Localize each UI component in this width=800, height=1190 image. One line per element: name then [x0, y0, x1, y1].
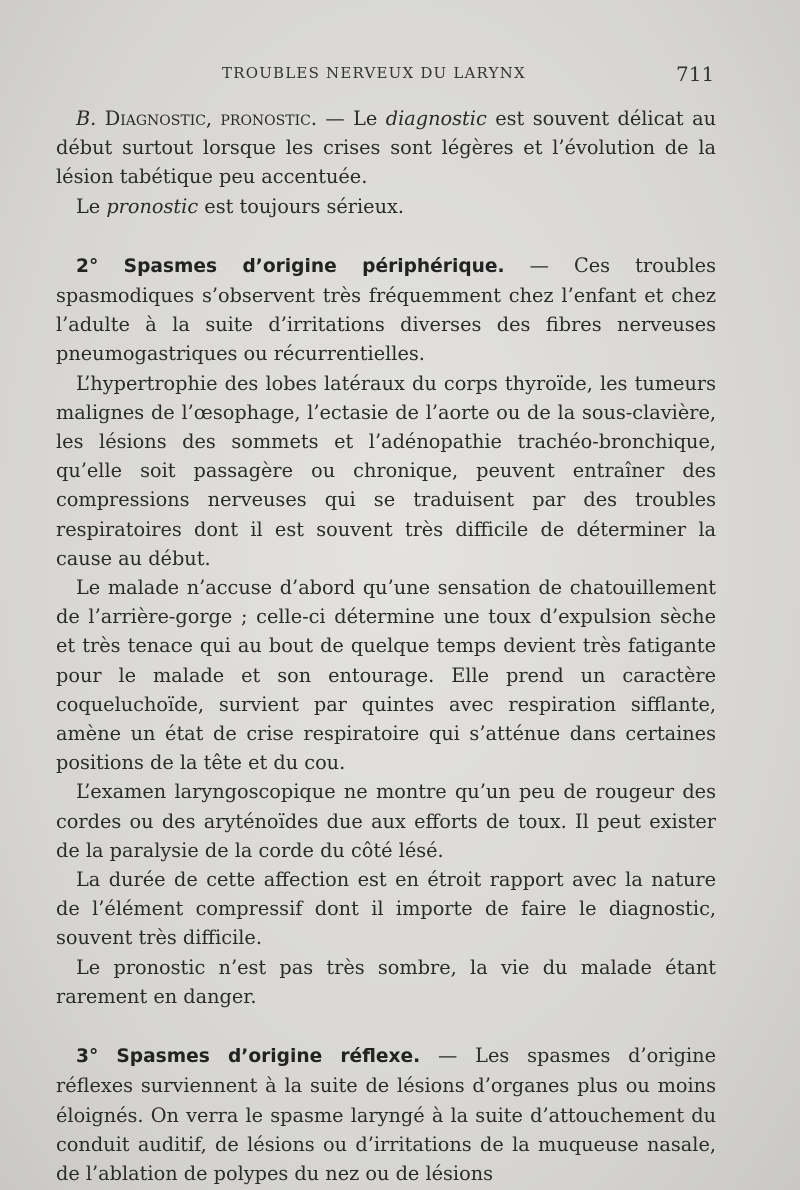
section-2-paragraph: Le pronostic n’est pas très sombre, la vie du malade étant rarement en danger. — [56, 955, 716, 1008]
section-b-title: Diagnostic, pronostic. — [104, 107, 317, 130]
section-2-paragraph: L’examen laryngoscopique ne montre qu’un peu de rougeur des cordes ou des aryténoïdes due aux efforts de toux. Il peut exister de la paralysie de la corde du côté lésé. — [56, 780, 716, 862]
section-3-intro — [56, 1041, 716, 1188]
section-b-p2-lead: Le — [76, 194, 107, 218]
section-b-label: B. — [76, 107, 97, 130]
body-text — [56, 104, 716, 1188]
section-3-intro-text: — Les spasmes d’origine réflexes surviennent à la suite de lésions d’organes plus ou moins éloignés. On verra le spasme laryngé à la suite d’attouchement du conduit auditif, de lésions ou d’irritations de la muqueuse nasale, de l’ablation de polypes du nez ou de lésions — [56, 1044, 716, 1185]
section-2-intro — [56, 251, 716, 369]
section-2-paragraph: L’hypertrophie des lobes latéraux du corps thyroïde, les tumeurs malignes de l’œsophage, l’ectasie de l’aorte ou de la sous-clavière, les lésions des sommets et l’adénopathie trachéo-bronchique, qu’elle soit passagère ou chronique, peuvent entraîner des compressions nerveuses qui se traduisent par des troubles respiratoires dont il est souvent très difficile de déterminer la cause au début. — [56, 371, 716, 570]
section-2-intro-text: — Ces troubles spasmodiques s’observent très fréquemment chez l’enfant et chez l’adulte à la suite d’irritations diverses des fibres nerveuses pneumogastriques ou récurrentielles. — [56, 253, 716, 366]
section-b-paragraph-1 — [56, 104, 716, 192]
section-2-paragraph: La durée de cette affection est en étroit rapport avec la nature de l’élément compressif dont il importe de faire le diagnostic, souvent très difficile. — [56, 868, 716, 950]
section-3-heading: 3° Spasmes d’origine réflexe. — [76, 1046, 421, 1068]
section-2-paragraph: Le malade n’accuse d’abord qu’une sensation de chatouillement de l’arrière-gorge ; celle-ci détermine une toux d’expulsion sèche et très tenace qui au bout de quelque temps devient très fatigante pour le malade et son entourage. Elle prend un caractère coqueluchoïde, survient par quintes avec respiration sifflante, amène un état de crise respiratoire qui s’atténue dans certaines positions de la tête et du cou. — [56, 576, 716, 775]
running-title: TROUBLES NERVEUX DU LARYNX — [222, 64, 526, 82]
section-b-dash: — Le — [316, 107, 386, 130]
pronostic-word: pronostic — [106, 194, 199, 218]
diagnostic-word: diagnostic — [385, 107, 487, 130]
section-b-paragraph-2 — [56, 192, 716, 221]
section-b-p2-text: est toujours sérieux. — [198, 194, 405, 218]
page-number: 711 — [676, 62, 715, 86]
section-2-heading: 2° Spasmes d’origine périphérique. — [76, 255, 505, 277]
section-b-text: est souvent délicat au début surtout lorsque les crises sont légères et l’évolution de la lésion tabétique peu accentuée. — [56, 107, 716, 189]
running-head — [0, 64, 800, 88]
